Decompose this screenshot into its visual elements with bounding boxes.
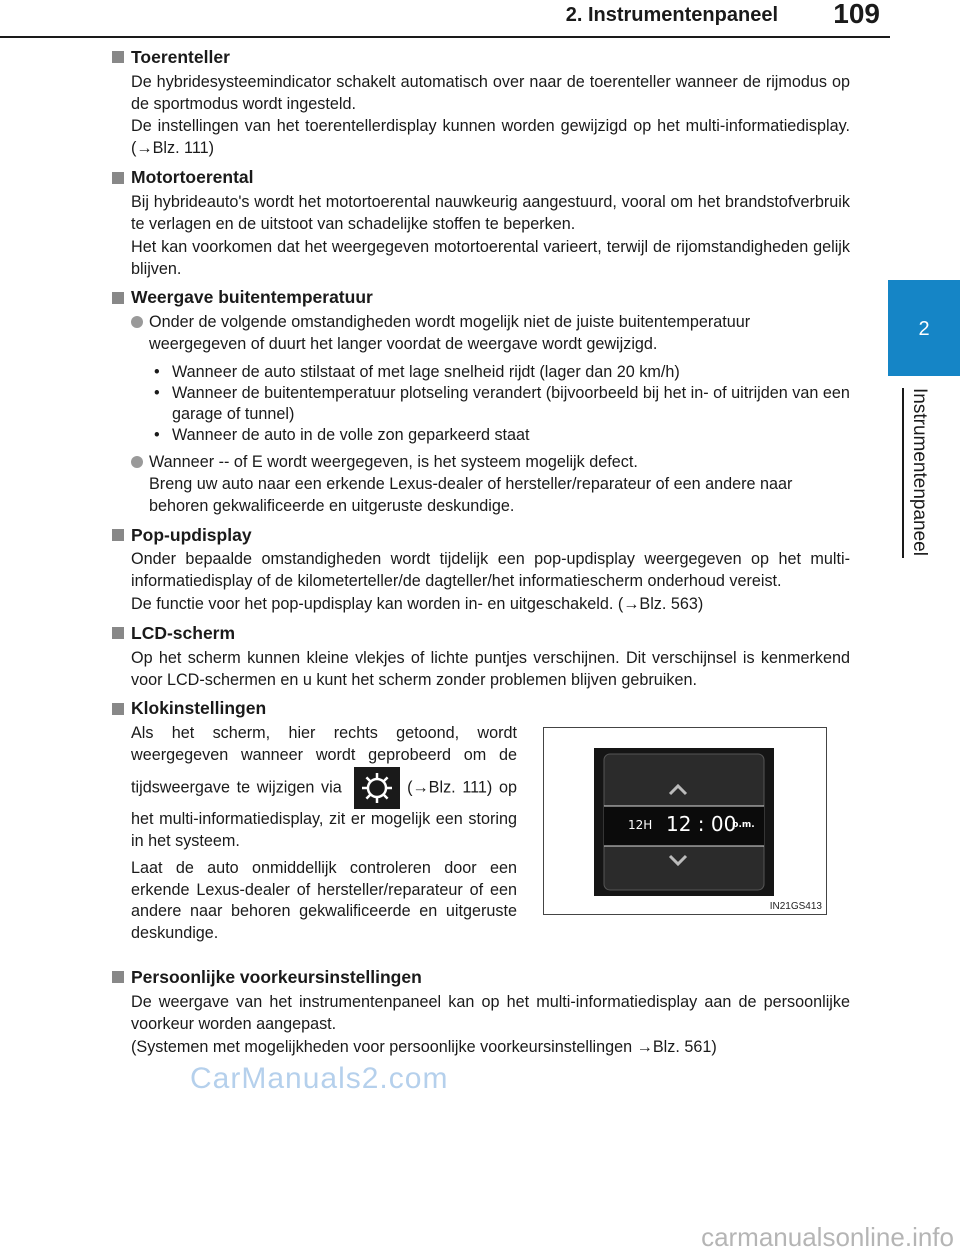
round-bullet-icon [131,316,143,328]
round-bullet-icon [131,456,143,468]
section-title: 2. Instrumentenpaneel [565,4,778,26]
section-heading: Toerenteller [131,47,230,67]
paragraph: (Systemen met mogelijkheden voor persoonlijke voorkeursinstellingen →Blz. 561) [131,1037,717,1056]
paragraph: Als het scherm, hier rechts getoond, wordt weergegeven wanneer wordt geprobeerd om de tijdsweergave te wijzigen via (→Blz. 111) op het multi-informatiedisplay, zit er mogelijk een storing in het systeem. [131,724,517,850]
paragraph: Op het scherm kunnen kleine vlekjes of lichte puntjes verschijnen. Dit verschijnsel is kenmerkend voor LCD-schermen en u kunt het scherm zonder problemen blijven gebruiken. [131,648,850,689]
paragraph: De hybridesysteemindicator schakelt automatisch over naar de toerenteller wanneer de rijmodus op de sportmodus wordt ingesteld. [131,72,850,113]
page-number: 109 [833,0,880,29]
section-heading: Pop-updisplay [131,524,252,545]
chapter-tab [888,280,960,376]
sub-list [154,362,850,446]
paragraph: De functie voor het pop-updisplay kan worden in- en uitgeschakeld. (→Blz. 563) [131,595,704,614]
square-bullet-icon [112,172,124,184]
gear-icon [354,767,400,809]
paragraph: Onder bepaalde omstandigheden wordt tijdelijk een pop-updisplay weergegeven op het multi-informatiedisplay of de kilometerteller/de dagteller/het informatiescherm onderhoud vereist. [131,550,850,591]
section-heading: Klokinstellingen [131,698,267,719]
image-code: IN21GS413 [769,901,822,913]
chapter-label: Instrumentenpaneel [902,388,930,558]
section-toerenteller [112,46,850,160]
section-buitentemperatuur [112,286,850,517]
watermark-bottom: carmanualsonline.info [701,1222,954,1252]
section-heading: Weergave buitentemperatuur [131,287,373,308]
square-bullet-icon [112,971,124,983]
page-header [0,0,960,40]
square-bullet-icon [112,292,124,304]
watermark-top: CarManuals2.com [190,1062,449,1095]
paragraph: De weergave van het instrumentenpaneel kan op het multi-informatiedisplay aan de persoonlijke voorkeur worden aangepast. [131,992,850,1033]
sub-list-item: • Wanneer de auto stilstaat of met lage snelheid rijdt (lager dan 20 km/h) [154,362,680,381]
list-item: Wanneer -- of E wordt weergegeven, is het systeem mogelijk defect. Breng uw auto naar een erkende Lexus-dealer of hersteller/reparateur of een andere naar behoren gekwalificeerde en uitgeruste deskundige. [131,452,850,518]
page-content [112,46,850,1064]
clock-screen [594,748,774,896]
paragraph: Bij hybrideauto's wordt het motortoerental nauwkeurig aangestuurd, vooral om het brandstofverbruik te verlagen en de uitstoot van schadelijke stoffen te beperken. [131,192,850,233]
list-item: Onder de volgende omstandigheden wordt mogelijk niet de juiste buitentemperatuur weergegeven of duurt het langer voordat de weergave wordt gewijzigd. [131,312,850,356]
square-bullet-icon [112,703,124,715]
section-persoonlijk [112,966,850,1058]
section-heading: Motortoerental [131,167,254,188]
square-bullet-icon [112,51,124,63]
section-klok [112,697,850,950]
section-popup [112,524,850,616]
square-bullet-icon [112,529,124,541]
clock-time: 12 : 00 [666,812,737,837]
clock-mode: 12H [628,818,653,833]
section-motortoerental [112,166,850,280]
section-lcd [112,622,850,691]
chapter-number: 2 [918,318,930,340]
sub-list-item: • Wanneer de buitentemperatuur plotseling verandert (bijvoorbeeld bij het in- of uitrijden van een garage of tunnel) [154,383,850,423]
clock-ampm: p.m. [732,820,755,831]
section-heading: LCD-scherm [131,623,236,643]
sub-list-item: • Wanneer de auto in de volle zon geparkeerd staat [154,426,530,445]
paragraph: De instellingen van het toerentellerdisplay kunnen worden gewijzigd op het multi-informatiedisplay. (→Blz. 111) [131,117,850,158]
paragraph: Laat de auto onmiddellijk controleren door een erkende Lexus-dealer of hersteller/reparateur of een andere naar behoren gekwalificeerde en uitgeruste deskundige. [131,858,517,943]
square-bullet-icon [112,627,124,639]
clock-figure [543,727,827,915]
paragraph: Het kan voorkomen dat het weergegeven motortoerental varieert, terwijl de rijomstandigheden gelijk blijven. [131,237,850,278]
section-heading: Persoonlijke voorkeursinstellingen [131,967,422,988]
header-rule [0,36,890,38]
